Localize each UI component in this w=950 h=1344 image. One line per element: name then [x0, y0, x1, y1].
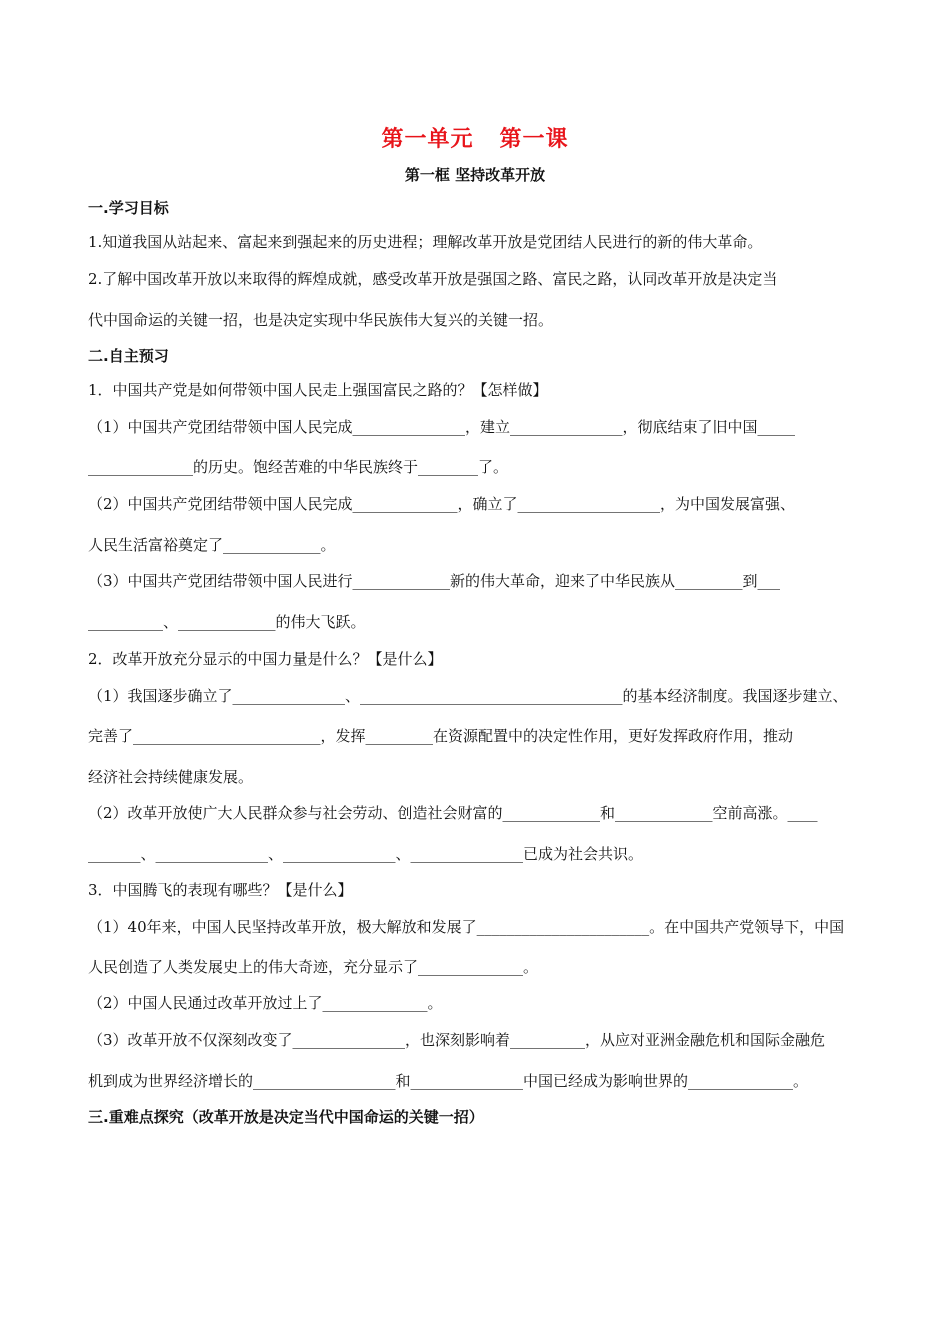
text-line: 2.了解中国改革开放以来取得的辉煌成就，感受改革开放是强国之路、富民之路，认同改革开放是决定当: [88, 270, 778, 288]
text-line: （1）中国共产党团结带领中国人民完成_______________，建立_______________，彻底结束了旧中国_____: [88, 418, 796, 436]
section-heading: 一.学习目标: [88, 199, 169, 217]
text-line: （3）改革开放不仅深刻改变了_______________，也深刻影响着__________，从应对亚洲金融危机和国际金融危: [88, 1031, 826, 1049]
text-line: （2）中国人民通过改革开放过上了______________。: [88, 994, 443, 1012]
question-line: 3．中国腾飞的表现有哪些？【是什么】: [88, 881, 353, 899]
section-heading: 三.重难点探究（改革开放是决定当代中国命运的关键一招）: [88, 1108, 484, 1126]
text-line: 1.知道我国从站起来、富起来到强起来的历史进程；理解改革开放是党团结人民进行的新的伟大革命。: [88, 233, 763, 251]
text-line: 代中国命运的关键一招，也是决定实现中华民族伟大复兴的关键一招。: [88, 311, 554, 329]
text-line: ______________的历史。饱经苦难的中华民族终于________了。: [88, 458, 509, 476]
text-line: _______、_______________、_______________、_______________已成为社会共识。: [88, 845, 644, 863]
text-line: （3）中国共产党团结带领中国人民进行_____________新的伟大革命，迎来了中华民族从_________到___: [88, 572, 781, 590]
text-line: 经济社会持续健康发展。: [88, 768, 254, 786]
text-line: （2）中国共产党团结带领中国人民完成______________，确立了___________________，为中国发展富强、: [88, 495, 796, 513]
text-line: 完善了_________________________，发挥_________在资源配置中的决定性作用，更好发挥政府作用，推动: [88, 727, 794, 745]
document-subtitle: 第一框 坚持改革开放: [404, 166, 546, 184]
text-line: __________、_____________的伟大飞跃。: [88, 613, 366, 631]
text-line: 机到成为世界经济增长的___________________和_______________中国已经成为影响世界的______________。: [88, 1072, 809, 1090]
text-line: （1）我国逐步确立了_______________、___________________________________的基本经济制度。我国逐步建立、: [88, 687, 848, 705]
document-title: 第一单元 第一课: [381, 127, 569, 152]
question-line: 2．改革开放充分显示的中国力量是什么？【是什么】: [88, 650, 443, 668]
question-line: 1．中国共产党是如何带领中国人民走上强国富民之路的？【怎样做】: [88, 381, 548, 399]
text-line: （2）改革开放使广大人民群众参与社会劳动、创造社会财富的_____________和_____________空前高涨。____: [88, 804, 818, 822]
text-line: （1）40年来，中国人民坚持改革开放，极大解放和发展了_______________________。在中国共产党领导下，中国: [88, 918, 845, 936]
text-line: 人民创造了人类发展史上的伟大奇迹，充分显示了______________。: [88, 958, 539, 976]
text-line: 人民生活富裕奠定了_____________。: [88, 536, 336, 554]
section-heading: 二.自主预习: [88, 347, 169, 365]
